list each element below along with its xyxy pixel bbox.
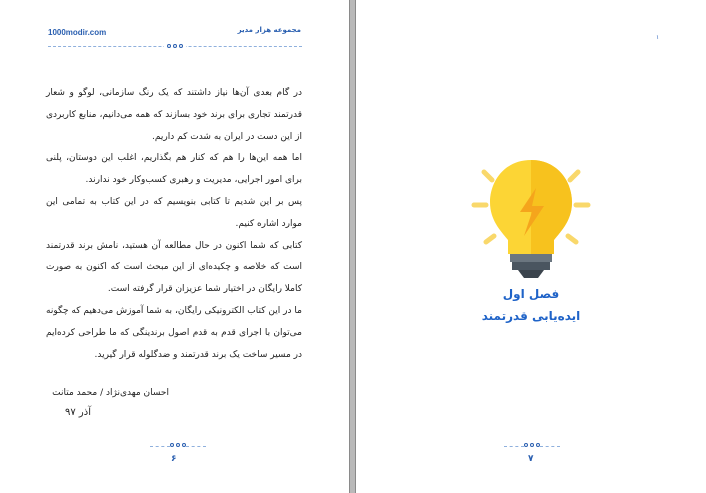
paragraph: اما همه این‌ها را هم که کنار هم بگذاریم، اغلب این دوستان، پلنی برای امور اجرایی، مدیریت و رهبری کسب‌وکار خود ندارند. bbox=[46, 153, 302, 186]
header-site-url: 1000modir.com bbox=[48, 28, 107, 37]
corner-mark: ۱ bbox=[656, 34, 660, 41]
paragraph: در گام بعدی آن‌ها نیاز داشتند که یک رنگ سازمانی، لوگو و شعار قدرتمند تجاری برای برند خود بسازند که همه می‌دانیم، منابع کاربردی از این دست در ایران به شدت کم داریم. bbox=[46, 88, 302, 142]
page-number: ۶ bbox=[171, 454, 177, 464]
footer-divider bbox=[540, 446, 560, 447]
header-collection-title: مجموعه هزار مدیر bbox=[237, 26, 301, 34]
header-divider-ornament bbox=[164, 43, 186, 49]
footer-divider bbox=[186, 446, 206, 447]
footer-ornament bbox=[170, 443, 186, 447]
footer-ornament bbox=[524, 443, 540, 447]
page-number: ۷ bbox=[528, 454, 534, 464]
footer-divider bbox=[150, 446, 170, 447]
bulb-base bbox=[510, 254, 552, 262]
author-signature: احسان مهدی‌نژاد / محمد متانت bbox=[52, 388, 169, 398]
body-text bbox=[46, 83, 302, 366]
footer-divider bbox=[504, 446, 524, 447]
paragraph: پس بر این شدیم تا کتابی بنویسیم که در این کتاب به تمامی این موارد اشاره کنیم. bbox=[46, 196, 302, 229]
signature-date: آذر ۹۷ bbox=[65, 407, 91, 418]
left-page bbox=[0, 0, 349, 493]
page-edge bbox=[349, 0, 350, 493]
paragraph: کتابی که شما اکنون در حال مطالعه آن هستید، نامش برند قدرتمند است که خلاصه و چکیده‌ای از این مبحث است که اکنون به صورت کاملا رایگان در اختیار شما عزیزان قرار گرفته است. bbox=[46, 240, 302, 295]
paragraph: ما در این کتاب الکترونیکی رایگان، به شما آموزش می‌دهیم که چگونه می‌توان با اجرای قدم به قدم اصول برندینگی که ما طراحی کرده‌ایم در مسیر ساخت یک برند قدرتمند و ضدگلوله قرار گیرید. bbox=[46, 305, 302, 360]
lightbulb-icon bbox=[466, 150, 596, 280]
chapter-number: فصل اول bbox=[502, 287, 560, 301]
right-page bbox=[356, 0, 706, 493]
chapter-title: ایده‌یابی قدرتمند bbox=[481, 309, 581, 323]
